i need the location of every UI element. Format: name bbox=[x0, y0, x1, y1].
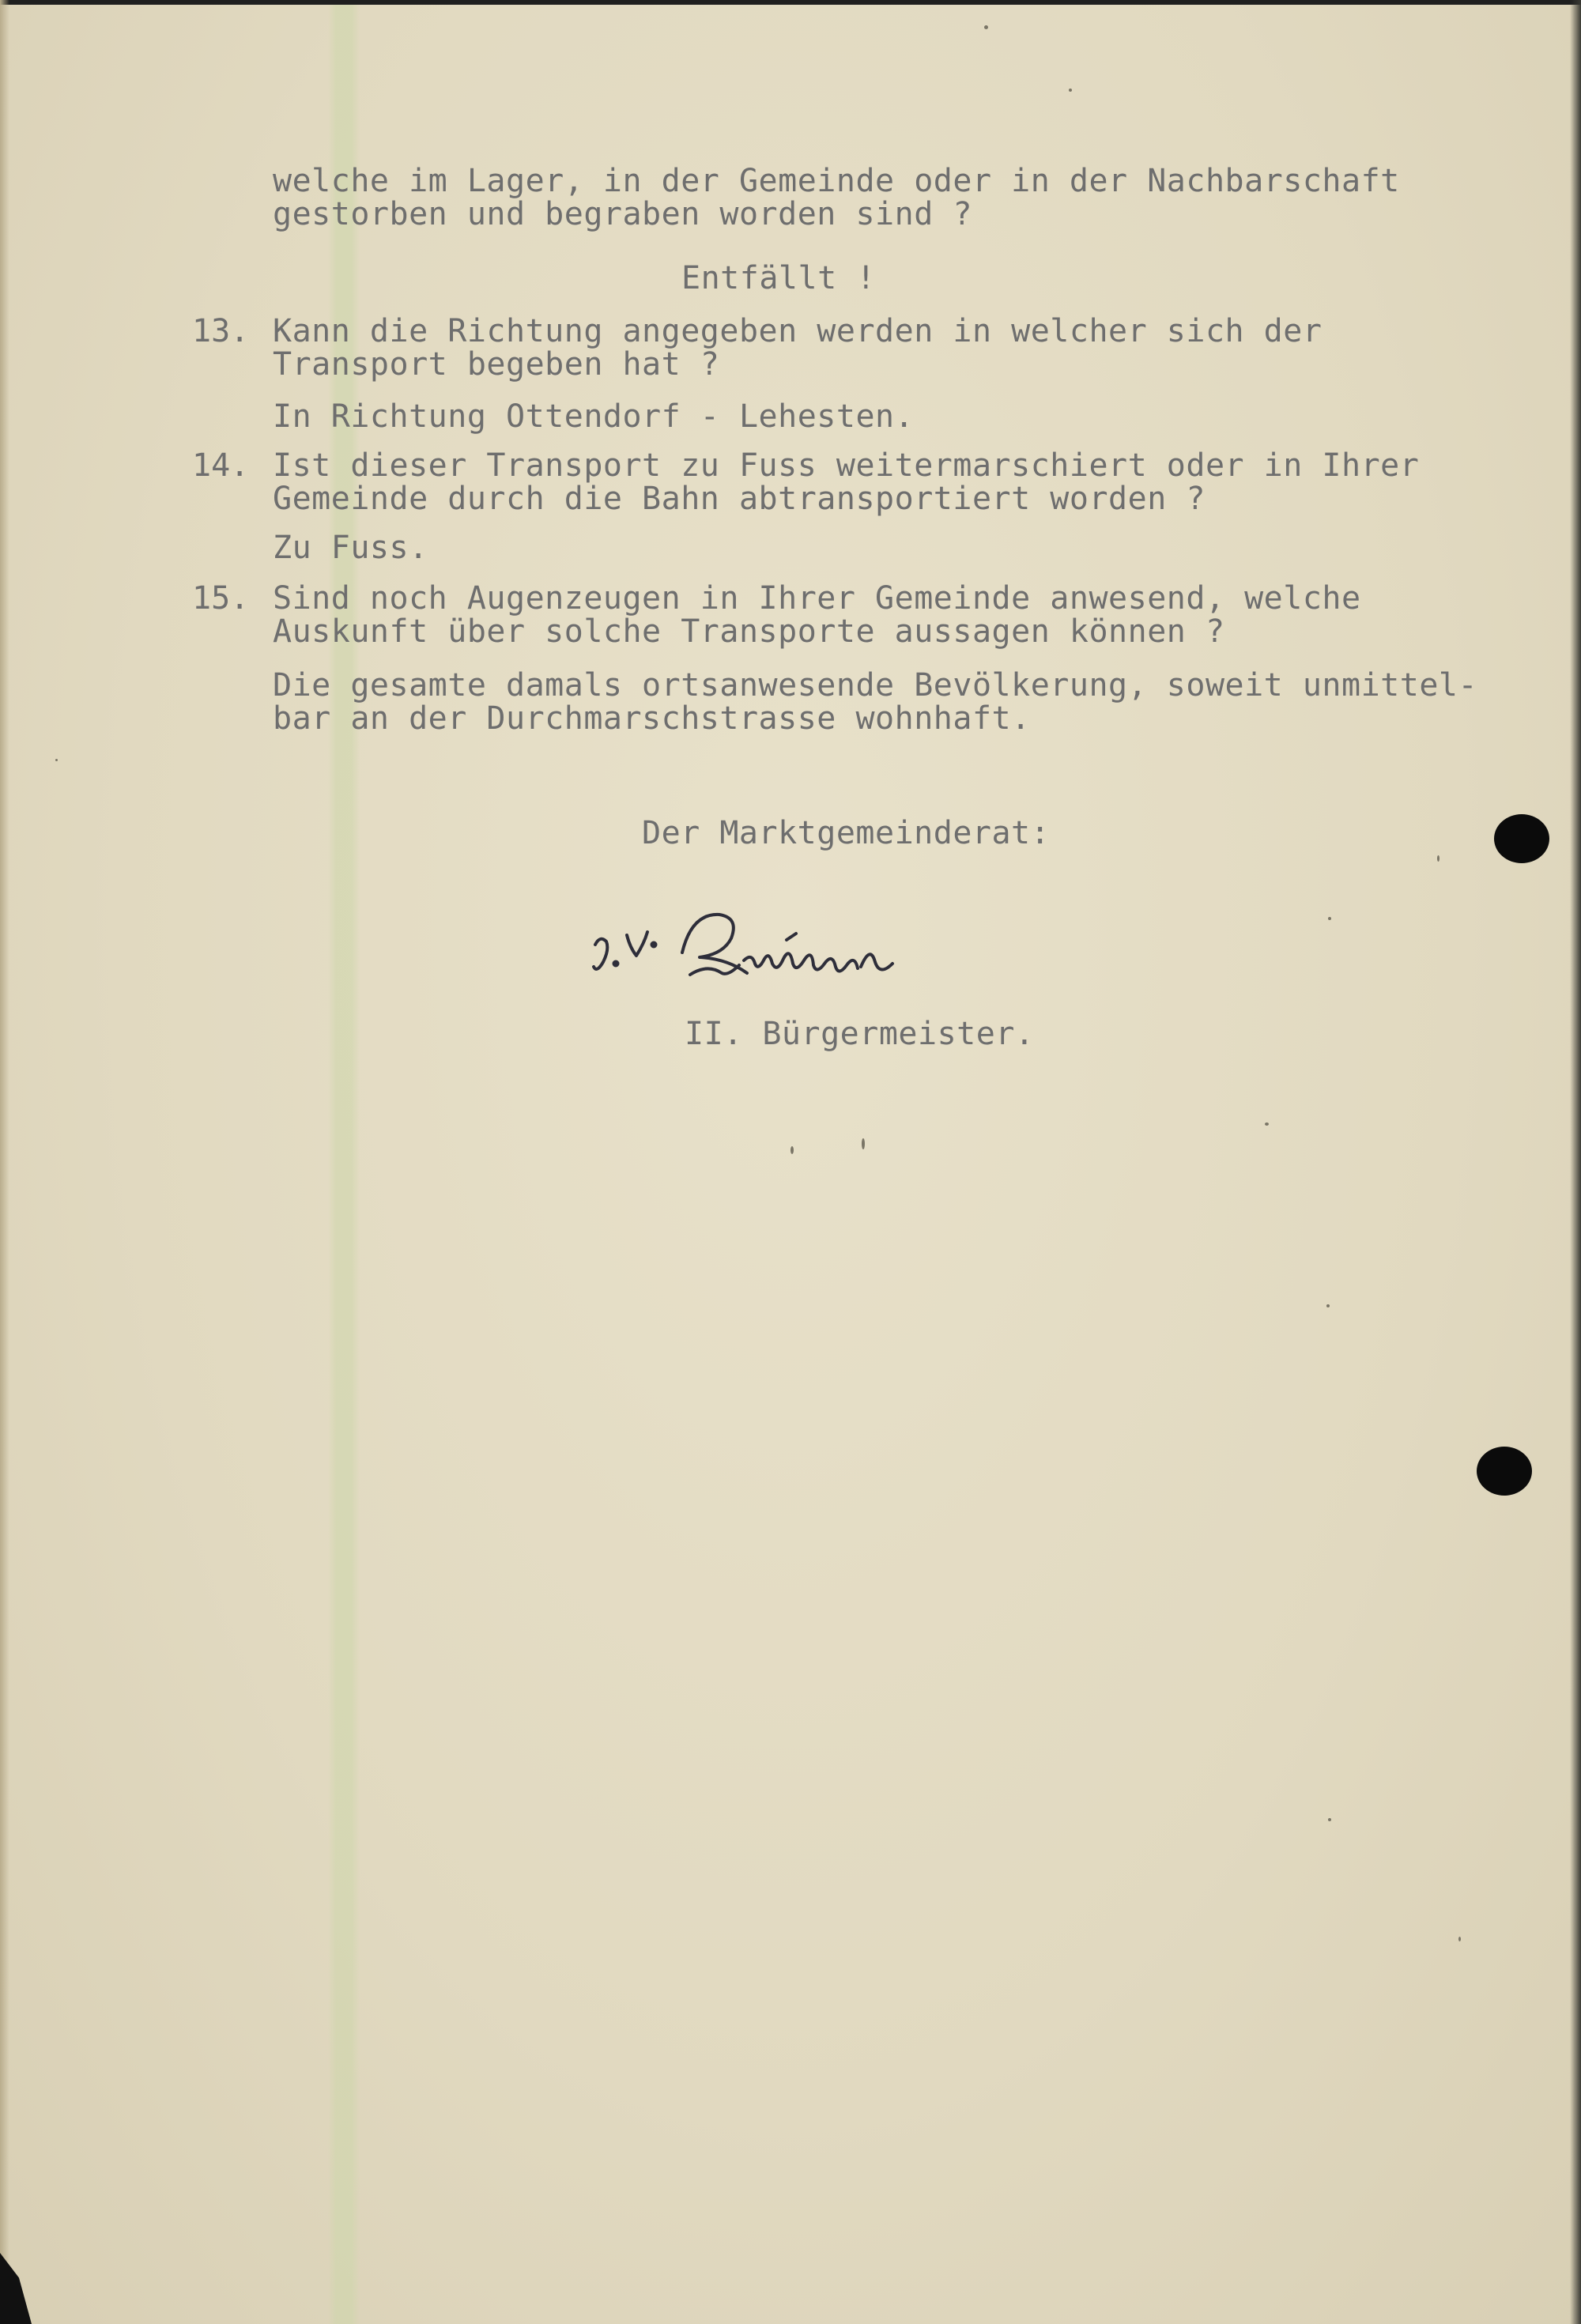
scan-speck bbox=[1265, 1122, 1269, 1126]
question-text: Transport begeben hat ? bbox=[273, 346, 720, 383]
council-label: Der Marktgemeinderat: bbox=[642, 815, 1051, 851]
scan-edge-top bbox=[0, 0, 1581, 5]
question-number: 15. bbox=[192, 580, 250, 617]
scan-edge-left bbox=[0, 0, 9, 2324]
answer-text: bar an der Durchmarschstrasse wohnhaft. bbox=[273, 700, 1031, 737]
scan-speck bbox=[1437, 855, 1440, 862]
answer-text: Die gesamte damals ortsanwesende Bevölkerung, soweit unmittel- bbox=[273, 667, 1478, 704]
scan-speck bbox=[1326, 1304, 1330, 1307]
question-number: 13. bbox=[192, 313, 250, 349]
question-text: Kann die Richtung angegeben werden in welcher sich der bbox=[273, 313, 1323, 349]
question-text: Sind noch Augenzeugen in Ihrer Gemeinde anwesend, welche bbox=[273, 580, 1361, 617]
intro-line-2: gestorben und begraben worden sind ? bbox=[273, 196, 972, 232]
scan-speck bbox=[790, 1146, 794, 1154]
handwritten-signature bbox=[589, 897, 937, 1008]
question-text: Gemeinde durch die Bahn abtransportiert worden ? bbox=[273, 481, 1206, 517]
scan-speck bbox=[984, 25, 988, 29]
punch-hole-lower bbox=[1477, 1447, 1532, 1496]
scan-speck bbox=[55, 759, 58, 761]
intro-line-1: welche im Lager, in der Gemeinde oder in der Nachbarschaft bbox=[273, 163, 1400, 199]
scan-speck bbox=[1328, 1818, 1331, 1821]
question-number: 14. bbox=[192, 447, 250, 484]
scan-speck bbox=[1328, 917, 1331, 920]
answer-text: Zu Fuss. bbox=[273, 530, 428, 566]
scan-speck bbox=[1069, 89, 1072, 92]
scan-corner bbox=[0, 2253, 32, 2324]
signatory-title: II. Bürgermeister. bbox=[685, 1016, 1035, 1052]
question-text: Ist dieser Transport zu Fuss weitermarschiert oder in Ihrer bbox=[273, 447, 1420, 484]
punch-hole-upper bbox=[1494, 814, 1549, 863]
question-text: Auskunft über solche Transporte aussagen können ? bbox=[273, 613, 1225, 650]
scan-speck bbox=[1458, 1937, 1461, 1941]
intro-answer: Entfällt ! bbox=[681, 260, 876, 296]
answer-text: In Richtung Ottendorf - Lehesten. bbox=[273, 398, 915, 435]
scan-edge-right bbox=[1570, 0, 1581, 2324]
scan-speck bbox=[862, 1138, 865, 1149]
